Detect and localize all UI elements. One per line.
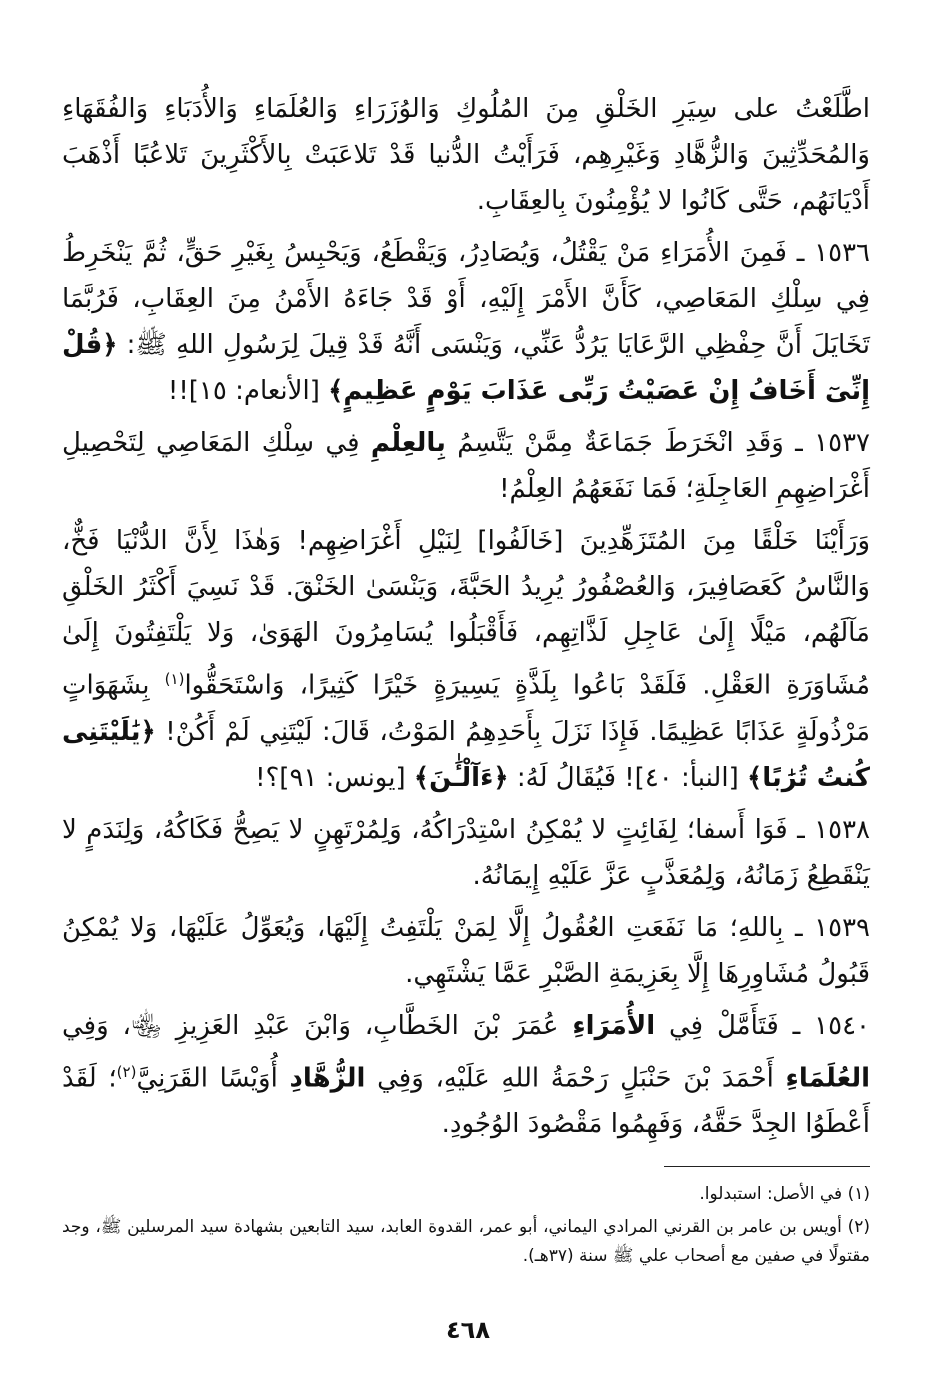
text-segment: ١٥٤٠ ـ فَتَأَمَّلْ فِي — [655, 1010, 870, 1041]
text-segment: أُوَيْسًا القَرَنِيَّ — [136, 1063, 290, 1094]
text-segment: ١٥٣٧ ـ وَقَدِ انْخَرَطَ جَمَاعَةٌ مِمَّنْ يَتَّسِمُ — [445, 428, 870, 458]
footnotes — [62, 1180, 870, 1275]
text-segment: [يونس: ٩١]؟! — [255, 762, 414, 793]
emphasis-text: العُلَمَاءِ — [785, 1063, 870, 1094]
text-segment: ١٥٣٨ ـ فَوَا أَسفا؛ لِفَائِتٍ لا يُمْكِنُ اسْتِدْرَاكُهُ، وَلِمُرْتَهِنٍ لا يَصِحُّ فَكَاكُهُ، وَلِنَدَمٍ لا يَنْقَطِعُ زَمَانُهُ، وَلِمُعَذَّبٍ عَزَّ عَلَيْهِ إِيمَانُهُ. — [62, 814, 870, 891]
text-segment: ١٥٣٦ ـ فَمِنَ الأُمَرَاءِ مَنْ يَقْتُلُ، وَيُصَادِرُ، وَيَقْطَعُ، وَيَحْبِسُ بِغَيْرِ حَقٍّ، ثُمَّ يَنْخَرِطُ فِي سِلْكِ المَعَاصِي، كَأَنَّ الأَمْرَ إِلَيْهِ، أَوْ قَدْ جَاءَهُ الأَمْنُ مِنَ العِقَابِ، فَرُبَّمَا تَخَايَلَ أَنَّ حِفْظِي الرَّعَايَا يَرُدُّ عَنِّي، وَيَنْسَى أَنَّهُ قَدْ قِيلَ لِرَسُولِ اللهِ ﷺ: — [62, 238, 870, 360]
emphasis-text: بِالعِلْمِ — [370, 428, 446, 458]
text-segment: اطَّلَعْتُ على سِيَرِ الخَلْقِ مِنَ المُلُوكِ وَالوُزَرَاءِ وَالعُلَمَاءِ وَالأُدَبَاءِ وَالفُقَهَاءِ وَالمُحَدِّثِينَ وَالزُّهَّادِ وَغَيْرِهِم، فَرَأَيْتُ الدُّنيا قَدْ تَلاعَبَتْ بِالأَكْثَرِينَ تَلاعُبًا أَذْهَبَ أَدْيَانَهُم، حَتَّى كَانُوا لا يُؤْمِنُونَ بِالعِقَابِ. — [62, 94, 870, 216]
text-segment: [الأنعام: ١٥]!! — [167, 376, 329, 406]
paragraph-7 — [62, 1003, 870, 1148]
footnote-divider — [664, 1166, 870, 1167]
main-text — [62, 86, 870, 1153]
emphasis-text: الأُمَرَاءِ — [572, 1010, 656, 1041]
text-segment: ١٥٣٩ ـ بِاللهِ؛ مَا نَفَعَتِ العُقُولُ إِلَّا لِمَنْ يَلْتَفِتُ إِلَيْهَا، وَيُعَوِّلُ عَلَيْهَا، وَلا يُمْكِنُ قَبُولُ مُشَاوِرِهَا إِلَّا بِعَزِيمَةِ الصَّبْرِ عَمَّا يَشْتَهِي. — [62, 912, 870, 989]
paragraph-5 — [62, 807, 870, 899]
paragraph-3 — [62, 420, 870, 512]
emphasis-text: ﴿يَٰلَيْتَنِى كُنتُ تُرَٰبًا﴾ — [62, 716, 870, 793]
emphasis-text: ﴿قُلْ إِنِّىٓ أَخَافُ إِنْ عَصَيْتُ رَبِّى عَذَابَ يَوْمٍ عَظِيمٍ﴾ — [62, 330, 870, 406]
paragraph-1 — [62, 86, 870, 224]
footnote-ref: (٢) — [116, 1062, 137, 1081]
text-segment: ؛ لَقَدْ أَعْطَوُا الجِدَّ حَقَّهُ، وَفَهِمُوا مَقْصُودَ الوُجُودِ. — [62, 1063, 870, 1140]
text-segment: [النبأ: ٤٠]! فَيُقَالُ لَهُ: — [508, 762, 747, 793]
emphasis-text: ﴿ءَآلْـَٰٔنَ﴾ — [413, 762, 509, 793]
footnote-1: (١) في الأصل: استبدلوا. — [699, 1184, 870, 1204]
emphasis-text: الزُّهَّادِ — [289, 1063, 366, 1094]
footnote-ref: (١) — [164, 670, 185, 688]
text-segment: بِشَهَوَاتٍ مَرْذُولَةٍ عَذَابًا عَظِيمًا. فَإِذَا نَزَلَ بِأَحَدِهِمُ المَوْتُ، قَالَ: لَيْتَنِي لَمْ أَكُنْ! — [62, 670, 870, 747]
paragraph-2 — [62, 230, 870, 414]
text-segment: عُمَرَ بْنَ الخَطَّابِ، وَابْنَ عَبْدِ العَزِيزِ ﵄، وَفِي — [62, 1010, 573, 1041]
text-segment: وَرَأَيْنَا خَلْقًا مِنَ المُتَزَهِّدِينَ [خَالَفُوا] لِنَيْلِ أَغْرَاضِهِم! وَهٰذَا لِأَنَّ الدُّنْيَا فَخٌّ، وَالنَّاسُ كَعَصَافِيرَ، وَالعُصْفُورُ يُرِيدُ الحَبَّةَ، وَيَنْسَىٰ الخَنْقَ. قَدْ نَسِيَ أَكْثَرُ الخَلْقِ مَآلَهُم، مَيْلًا إِلَىٰ عَاجِلِ لَذَّاتِهِم، فَأَقْبَلُوا يُسَامِرُونَ الهَوَىٰ، وَلا يَلْتَفِتُونَ إِلَىٰ مُشَاوَرَةِ العَقْلِ. فَلَقَدْ بَاعُوا بِلَذَّةٍ يَسِيرَةٍ خَيْرًا كَثِيرًا، وَاسْتَحَقُّوا — [62, 526, 871, 701]
text-segment: فِي سِلْكِ المَعَاصِي لِتَحْصِيلِ أَغْرَاضِهِمِ العَاجِلَةِ؛ فَمَا نَفَعَهُمُ العِلْمُ! — [62, 428, 870, 504]
paragraph-6 — [62, 905, 870, 997]
page-number: ٤٦٨ — [446, 1316, 490, 1344]
paragraph-4 — [62, 518, 870, 801]
footnote-2: (٢) أويس بن عامر بن القرني المرادي اليماني، أبو عمر، القدوة العابد، سيد التابعين بشهادة سيد المرسلين ﷺ، وجد مقتولًا في صفين مع أصحاب علي ﷺ سنة (٣٧هـ). — [62, 1217, 870, 1266]
text-segment: أَحْمَدَ بْنَ حَنْبَلٍ رَحْمَةُ اللهِ عَلَيْهِ، وَفِي — [365, 1063, 786, 1094]
